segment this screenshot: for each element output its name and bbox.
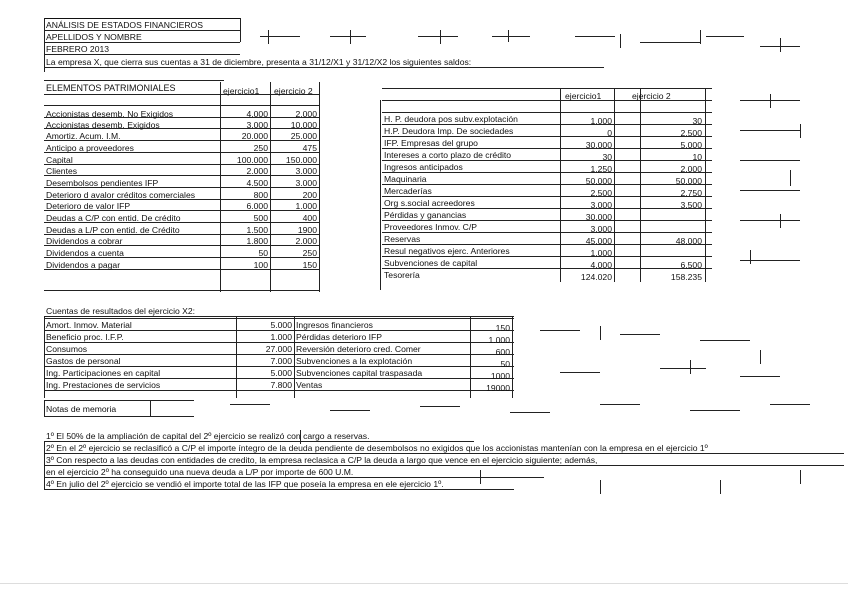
right-row-label: Maquinaria	[384, 174, 427, 184]
result-value: 7.800	[270, 380, 292, 390]
grid-hline	[260, 36, 300, 37]
right-row-label: Org s.social acreedores	[384, 198, 475, 208]
right-row-label: Tesorería	[384, 270, 420, 280]
grid-vline	[690, 360, 691, 374]
left-row-value-2: 2.000	[295, 236, 317, 246]
left-row-value-2: 3.000	[295, 178, 317, 188]
result-label-2: Reversión deterioro cred. Comer	[296, 344, 421, 354]
grid-hline	[382, 256, 712, 257]
right-row-label: Mercaderías	[384, 186, 432, 196]
left-row-value-2: 250	[302, 248, 317, 258]
grid-hline	[44, 366, 514, 367]
title-analisis: ANÁLISIS DE ESTADOS FINANCIEROS	[46, 20, 203, 30]
left-row-label: Desembolsos pendientes IFP	[46, 178, 159, 188]
right-row-value-2: 50.000	[675, 176, 702, 186]
right-row-value-2: 2.750	[680, 188, 702, 198]
left-row-value-2: 400	[302, 213, 317, 223]
grid-vline	[240, 18, 241, 42]
left-row-value-2: 200	[302, 190, 317, 200]
left-row-value-1: 2.000	[246, 166, 268, 176]
grid-vline	[44, 316, 45, 398]
result-value-2: 50	[500, 359, 510, 369]
right-row-value-1: 0	[607, 128, 612, 138]
grid-hline	[560, 372, 600, 373]
grid-hline	[740, 220, 800, 221]
grid-hline	[382, 112, 712, 113]
left-row-value-1: 800	[253, 190, 268, 200]
left-row-label: Accionistas desemb. No Exigidos	[46, 109, 174, 119]
grid-vline	[294, 316, 295, 398]
intro-text: La empresa X, que cierra sus cuentas a 31 de diciembre, presenta a 31/12/X1 y 31/12/X2 los siguientes saldos:	[46, 57, 472, 67]
grid-hline	[44, 342, 514, 343]
right-col1-header: ejercicio1	[565, 91, 602, 101]
grid-hline	[44, 105, 319, 106]
grid-hline	[44, 441, 474, 442]
grid-vline	[480, 470, 481, 484]
left-row-label: Deudas a C/P con entid. De crédito	[46, 213, 181, 223]
left-row-value-2: 3.000	[295, 166, 317, 176]
note-line: en el ejercicio 2º ha conseguido una nueva deuda a L/P por importe de 600 U.M.	[46, 467, 354, 477]
right-row-label: Subvenciones de capital	[384, 258, 478, 268]
right-row-value-2: 48.000	[675, 236, 702, 246]
note-line: 1º El 50% de la ampliación de capital del 2º ejercicio se realizó con cargo a reservas.	[46, 431, 370, 441]
grid-vline	[720, 480, 721, 494]
right-row-label: Intereses a corto plazo de crédito	[384, 150, 512, 160]
grid-vline	[790, 170, 791, 186]
grid-hline	[44, 18, 240, 19]
grid-hline	[740, 130, 800, 131]
left-table-header: ELEMENTOS PATRIMONIALES	[46, 83, 176, 93]
right-row-label: Ingresos anticipados	[384, 162, 463, 172]
grid-vline	[780, 214, 781, 228]
right-row-value-2: 10	[692, 152, 702, 162]
grid-vline	[236, 316, 237, 398]
left-row-value-2: 2.000	[295, 109, 317, 119]
left-row-value-1: 1.500	[246, 225, 268, 235]
grid-hline	[740, 376, 780, 377]
grid-vline	[614, 88, 615, 282]
grid-hline	[44, 42, 240, 43]
grid-hline	[620, 334, 660, 335]
result-label: Consumos	[46, 344, 88, 354]
right-row-value-1: 30.000	[585, 140, 612, 150]
grid-hline	[44, 290, 319, 291]
right-row-value-2: 2.000	[680, 164, 702, 174]
notes-header: Notas de memoria	[46, 404, 117, 414]
right-row-value-2: 5.000	[680, 140, 702, 150]
grid-vline	[512, 316, 513, 398]
grid-vline	[600, 326, 601, 340]
grid-vline	[770, 94, 771, 108]
grid-hline	[44, 477, 544, 478]
left-row-value-2: 475	[302, 143, 317, 153]
left-row-value-2: 150.000	[285, 155, 317, 165]
right-row-value-1: 3.000	[590, 200, 612, 210]
grid-vline	[760, 350, 761, 364]
result-label-2: Subvenciones capital traspasada	[296, 368, 423, 378]
result-label: Amort. Inmov. Material	[46, 320, 132, 330]
note-line: 3º Con respecto a las deudas con entidades de credito, la empresa reclasica a C/P la deuda a largo que vence en el ejercicio siguiente; además,	[46, 455, 598, 465]
grid-vline	[750, 250, 751, 264]
result-value: 7.000	[270, 356, 292, 366]
grid-hline	[418, 36, 458, 37]
results-header: Cuentas de resultados del ejercicio X2:	[46, 306, 196, 316]
grid-hline	[330, 36, 366, 37]
left-row-label: Deterioro d avalor créditos comerciales	[46, 190, 196, 200]
right-row-value-2: 30	[692, 116, 702, 126]
grid-vline	[380, 100, 381, 290]
right-row-value-1: 45.000	[585, 236, 612, 246]
grid-vline	[508, 30, 509, 42]
grid-hline	[492, 36, 530, 37]
grid-hline	[44, 465, 844, 466]
left-row-label: Clientes	[46, 166, 78, 176]
grid-vline	[350, 30, 351, 44]
right-row-value-1: 3.000	[590, 224, 612, 234]
grid-hline	[44, 54, 240, 55]
grid-hline	[740, 260, 800, 261]
grid-vline	[268, 30, 269, 44]
grid-vline	[600, 480, 601, 494]
result-label-2: Subvenciones a la explotación	[296, 356, 413, 366]
right-row-value-1: 30	[602, 152, 612, 162]
left-row-value-2: 25.000	[290, 131, 317, 141]
grid-vline	[150, 400, 151, 416]
grid-hline	[44, 416, 194, 417]
left-row-value-1: 1.800	[246, 236, 268, 246]
grid-vline	[780, 38, 781, 52]
left-row-value-2: 10.000	[290, 120, 317, 130]
grid-hline	[44, 378, 514, 379]
grid-hline	[44, 453, 844, 454]
grid-hline	[230, 404, 270, 405]
left-row-value-2: 1900	[297, 225, 317, 235]
right-row-label: IFP. Empresas del grupo	[384, 138, 478, 148]
left-row-value-1: 20.000	[241, 131, 268, 141]
right-row-label: Reservas	[384, 234, 421, 244]
grid-hline	[600, 404, 640, 405]
grid-hline	[740, 190, 800, 191]
left-row-label: Dividendos a cuenta	[46, 248, 124, 258]
right-row-value-1: 1.250	[590, 164, 612, 174]
left-row-value-1: 3.000	[246, 120, 268, 130]
left-row-label: Amortiz. Acum. I.M.	[46, 131, 121, 141]
left-row-value-1: 500	[253, 213, 268, 223]
left-row-value-2: 1.000	[295, 201, 317, 211]
result-value-2: 19000	[486, 383, 510, 393]
grid-hline	[44, 390, 514, 391]
note-line: 4º En julio del 2º ejercicio se vendió el importe total de las IFP que poseía la empresa en ele ejercicio 1º.	[46, 479, 444, 489]
left-row-label: Deudas a L/P con entid. de Crédito	[46, 225, 180, 235]
grid-vline	[620, 34, 621, 48]
left-row-value-1: 50	[258, 248, 268, 258]
grid-hline	[700, 340, 750, 341]
right-row-value-1: 124.020	[580, 272, 612, 282]
grid-vline	[800, 470, 801, 484]
right-row-label: Resul negativos ejerc. Anteriores	[384, 246, 510, 256]
result-label-2: Ingresos financieros	[296, 320, 373, 330]
grid-hline	[540, 330, 580, 331]
grid-vline	[319, 82, 320, 292]
grid-hline	[660, 368, 706, 369]
left-row-value-1: 100	[253, 260, 268, 270]
grid-vline	[440, 30, 441, 44]
grid-hline	[44, 316, 514, 317]
grid-hline	[44, 354, 514, 355]
right-row-value-2: 2.500	[680, 128, 702, 138]
grid-hline	[44, 489, 514, 490]
grid-hline	[44, 330, 514, 331]
result-value: 27.000	[265, 344, 292, 354]
result-label: Ing. Participaciones en capital	[46, 368, 161, 378]
right-row-label: H. P. deudora pos subv.explotación	[384, 114, 518, 124]
result-value: 5.000	[270, 320, 292, 330]
title-apellidos: APELLIDOS Y NOMBRE	[46, 32, 142, 42]
result-label: Beneficio proc. I.F.P.	[46, 332, 124, 342]
left-row-label: Dividendos a cobrar	[46, 236, 123, 246]
grid-hline	[44, 318, 514, 319]
left-col1-header: ejercicio1	[223, 86, 260, 96]
result-label: Gastos de personal	[46, 356, 121, 366]
grid-hline	[740, 160, 800, 161]
left-row-label: Capital	[46, 155, 73, 165]
title-date: FEBRERO 2013	[46, 44, 110, 54]
grid-hline	[382, 232, 712, 233]
page-bottom-rule	[0, 583, 848, 584]
left-row-label: Accionistas desemb. Exigidos	[46, 120, 160, 130]
grid-hline	[420, 406, 460, 407]
grid-hline	[44, 30, 240, 31]
grid-hline	[44, 80, 224, 81]
result-value: 1.000	[270, 332, 292, 342]
result-value-2: 600	[495, 347, 510, 357]
right-col2-header: ejercicio 2	[632, 91, 671, 101]
left-row-value-1: 6.000	[246, 201, 268, 211]
note-line: 2º En el 2º ejercicio se reclasificó a C/P el importe íntegro de la deuda pendiente de desembolsos no exigidos que los accionistas mantenían con la empresa en el ejercicio 1º	[46, 443, 708, 453]
grid-vline	[800, 124, 801, 138]
left-col2-header: ejercicio 2	[274, 86, 313, 96]
left-row-value-1: 4.500	[246, 178, 268, 188]
grid-vline	[700, 30, 701, 44]
right-row-value-1: 1.000	[590, 116, 612, 126]
right-row-value-1: 30.000	[585, 212, 612, 222]
right-row-value-1: 50.000	[585, 176, 612, 186]
grid-hline	[690, 410, 740, 411]
result-value-2: 1.000	[488, 335, 510, 345]
right-row-value-2: 3.500	[680, 200, 702, 210]
left-row-label: Deterioro de valor IFP	[46, 201, 131, 211]
grid-hline	[44, 67, 604, 68]
right-row-value-2: 6.500	[680, 260, 702, 270]
left-row-value-1: 4.000	[246, 109, 268, 119]
grid-hline	[382, 220, 712, 221]
result-label-2: Ventas	[296, 380, 323, 390]
grid-hline	[706, 36, 744, 37]
left-row-value-2: 150	[302, 260, 317, 270]
result-label: Ing. Prestaciones de servicios	[46, 380, 161, 390]
result-label-2: Pérdidas deterioro IFP	[296, 332, 382, 342]
grid-hline	[575, 36, 615, 37]
result-value-2: 1000	[490, 371, 510, 381]
right-row-value-1: 2.500	[590, 188, 612, 198]
right-row-label: H.P. Deudora Imp. De sociedades	[384, 126, 514, 136]
grid-vline	[44, 441, 45, 489]
right-row-value-1: 4.000	[590, 260, 612, 270]
result-value: 5.000	[270, 368, 292, 378]
right-row-value-1: 1.000	[590, 248, 612, 258]
left-row-value-1: 250	[253, 143, 268, 153]
right-row-label: Proveedores Inmov. C/P	[384, 222, 477, 232]
grid-hline	[330, 410, 370, 411]
grid-hline	[510, 412, 550, 413]
left-row-value-1: 100.000	[236, 155, 268, 165]
grid-vline	[44, 400, 45, 416]
grid-hline	[44, 400, 194, 401]
grid-hline	[640, 42, 700, 43]
left-row-label: Dividendos a pagar	[46, 260, 121, 270]
grid-hline	[382, 88, 712, 89]
result-value-2: 150	[495, 323, 510, 333]
right-row-value-2: 158.235	[670, 272, 702, 282]
right-row-label: Pérdidas y ganancias	[384, 210, 467, 220]
grid-vline	[705, 88, 706, 282]
grid-hline	[770, 404, 810, 405]
left-row-label: Anticipo a proveedores	[46, 143, 134, 153]
grid-vline	[44, 18, 45, 72]
